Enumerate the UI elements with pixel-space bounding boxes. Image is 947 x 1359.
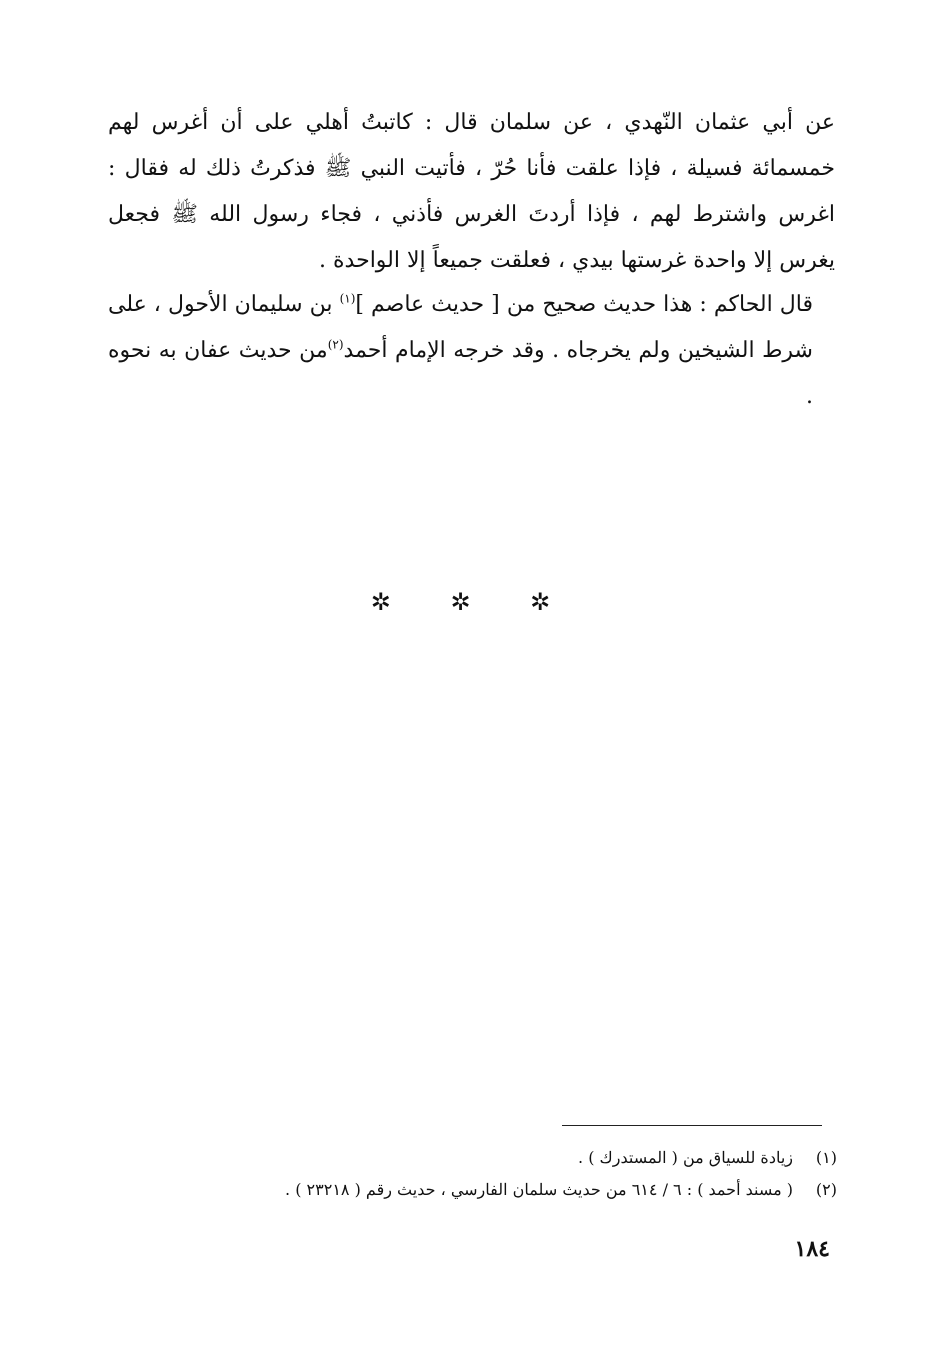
main-paragraph-2 bbox=[108, 282, 835, 420]
footnote-text: ( مسند أحمد ) : ٦ / ٦١٤ من حديث سلمان الفارسي ، حديث رقم ( ٢٣٢١٨ ) . bbox=[285, 1180, 793, 1199]
footnote-number: (١) bbox=[815, 1148, 837, 1167]
main-paragraph-1 bbox=[108, 100, 835, 284]
footnote-number: (٢) bbox=[815, 1180, 837, 1199]
footnote-ref-1: (١) bbox=[339, 291, 356, 306]
commentary-part-1: قال الحاكم : هذا حديث صحيح من [ حديث عاصم ] bbox=[355, 292, 813, 317]
footnote-2 bbox=[150, 1174, 837, 1206]
commentary-part-2: بن سليمان الأحول ، على شرط الشيخين ولم يخرجاه . وقد خرجه الإمام أحمد bbox=[108, 292, 813, 363]
footnotes bbox=[150, 1142, 837, 1206]
footnote-text: زيادة للسياق من ( المستدرك ) . bbox=[578, 1148, 793, 1167]
hadith-text: عن أبي عثمان النّهدي ، عن سلمان قال : كاتبتُ أهلي على أن أغرس لهم خمسمائة فسيلة ، فإذا علقت فأنا حُرّ ، فأتيت النبي ﷺ فذكرتُ ذلك له فقال : اغرس واشترط لهم ، فإذا أردتَ الغرس فأذني ، فجاء رسول الله ﷺ فجعل يغرس إلا واحدة غرستها بيدي ، فعلقت جميعاً إلا الواحدة . bbox=[108, 110, 835, 273]
page-number: ١٨٤ bbox=[794, 1236, 830, 1262]
section-separator: ✲ ✲ ✲ bbox=[370, 588, 577, 616]
footnote-1 bbox=[150, 1142, 837, 1174]
footnote-ref-2: (٢) bbox=[327, 337, 344, 352]
footnote-divider bbox=[562, 1125, 822, 1126]
hakim-commentary bbox=[108, 282, 835, 420]
commentary-part-3: من حديث عفان به نحوه . bbox=[108, 338, 813, 409]
